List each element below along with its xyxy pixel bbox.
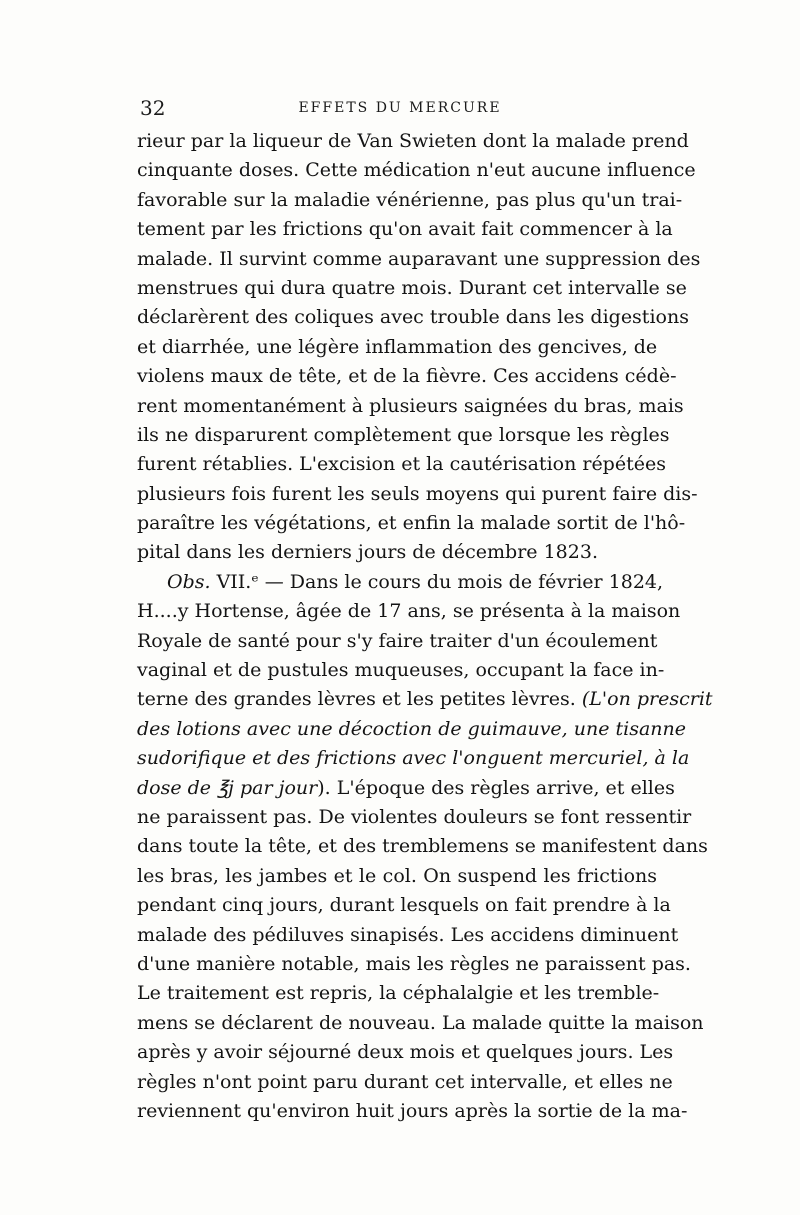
text-line: paraître les végétations, et enfin la malade sortit de l'hô- xyxy=(137,512,686,535)
text-line: ne paraissent pas. De violentes douleurs se font ressentir xyxy=(137,805,692,828)
text-line: Le traitement est repris, la céphalalgie et les tremble- xyxy=(137,982,660,1005)
text-line: favorable sur la maladie vénérienne, pas plus qu'un trai- xyxy=(137,188,683,211)
text-line: cinquante doses. Cette médication n'eut aucune influence xyxy=(137,159,696,182)
text-line: menstrues qui dura quatre mois. Durant cet intervalle se xyxy=(137,276,687,299)
text-line: plusieurs fois furent les seuls moyens qui purent faire dis- xyxy=(137,482,698,505)
text-line: après y avoir séjourné deux mois et quelques jours. Les xyxy=(137,1041,674,1064)
text-line: tement par les frictions qu'on avait fait commencer à la xyxy=(137,218,673,241)
text-line: violens maux de tête, et de la fièvre. Ces accidens cédè- xyxy=(137,365,677,388)
text-line: ils ne disparurent complètement que lorsque les règles xyxy=(137,423,670,446)
text-line: terne des grandes lèvres et les petites lèvres. (L'on prescrit xyxy=(137,688,713,711)
text-line: reviennent qu'environ huit jours après la sortie de la ma- xyxy=(137,1099,688,1122)
text-line: furent rétablies. L'excision et la cautérisation répétées xyxy=(137,453,666,476)
running-head xyxy=(140,96,660,120)
obs-label: Obs. xyxy=(167,570,211,593)
text-line: rent momentanément à plusieurs saignées du bras, mais xyxy=(137,394,684,417)
text-line: les bras, les jambes et le col. On suspend les frictions xyxy=(137,864,657,887)
text-line: pital dans les derniers jours de décembre 1823. xyxy=(137,541,598,564)
text-line: dans toute la tête, et des tremblemens se manifestent dans xyxy=(137,835,708,858)
text-line: malade des pédiluves sinapisés. Les accidens diminuent xyxy=(137,923,679,946)
text-line: règles n'ont point paru durant cet intervalle, et elles ne xyxy=(137,1070,673,1093)
text-line: d'une manière notable, mais les règles ne paraissent pas. xyxy=(137,952,691,975)
observation-heading-line: Obs. VII.ᵉ — Dans le cours du mois de février 1824, xyxy=(167,570,664,593)
text-line: pendant cinq jours, durant lesquels on fait prendre à la xyxy=(137,894,671,917)
text-line: Royale de santé pour s'y faire traiter d'un écoulement xyxy=(137,629,658,652)
text-line: et diarrhée, une légère inflammation des gencives, de xyxy=(137,335,658,358)
running-title: EFFETS DU MERCURE xyxy=(298,100,502,116)
prescription-text: dose de ℥j par jour xyxy=(137,776,318,799)
text-line: rieur par la liqueur de Van Swieten dont la malade prend xyxy=(137,130,689,152)
prescription-text: (L'on prescrit xyxy=(581,688,713,711)
prescription-line: sudorifique et des frictions avec l'onguent mercuriel, à la xyxy=(137,747,690,770)
text-line: H....y Hortense, âgée de 17 ans, se présenta à la maison xyxy=(137,600,681,623)
text-line: mens se déclarent de nouveau. La malade quitte la maison xyxy=(137,1011,704,1034)
prescription-line: des lotions avec une décoction de guimauve, une tisanne xyxy=(137,717,687,740)
text-line: déclarèrent des coliques avec trouble dans les digestions xyxy=(137,306,689,329)
text-line: vaginal et de pustules muqueuses, occupant la face in- xyxy=(137,659,665,682)
text-line: malade. Il survint comme auparavant une suppression des xyxy=(137,247,701,270)
body-text xyxy=(137,127,713,1126)
page-number: 32 xyxy=(140,96,166,120)
text-line: dose de ℥j par jour). L'époque des règles arrive, et elles xyxy=(137,776,675,799)
